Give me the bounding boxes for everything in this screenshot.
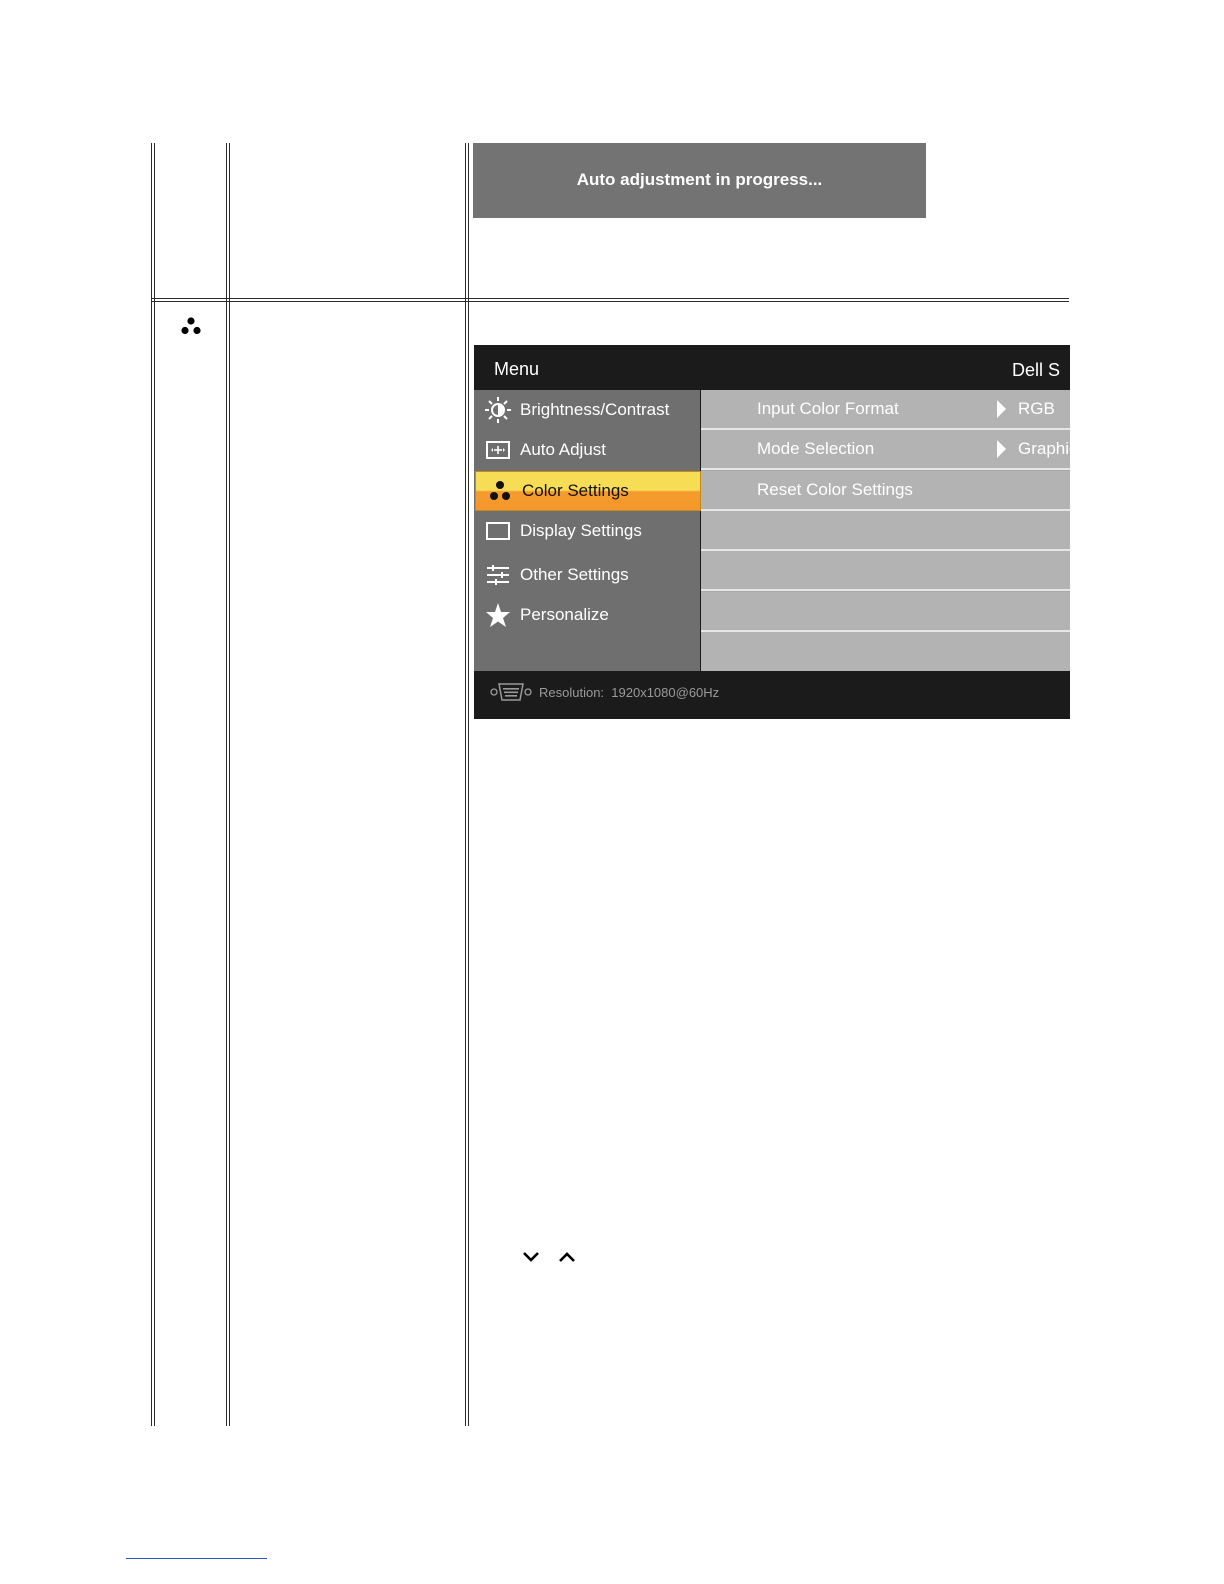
brightness-icon bbox=[484, 396, 512, 424]
menu-item-label: Color Settings bbox=[522, 481, 629, 500]
chevron-up-icon bbox=[558, 1250, 576, 1269]
submenu-row-mode-selection[interactable] bbox=[701, 430, 1078, 470]
menu-item-other-settings[interactable] bbox=[474, 555, 700, 595]
menu-item-label: Display Settings bbox=[520, 521, 642, 540]
osd-menu bbox=[474, 345, 1078, 719]
submenu-label: Mode Selection bbox=[757, 439, 875, 458]
menu-item-auto-adjust[interactable] bbox=[474, 430, 700, 470]
submenu-row-empty bbox=[701, 511, 1070, 551]
star-icon bbox=[484, 601, 512, 629]
menu-item-label: Auto Adjust bbox=[520, 440, 607, 459]
auto-adjust-icon bbox=[484, 436, 512, 464]
submenu-row-reset-color-settings[interactable] bbox=[701, 471, 1070, 511]
chevron-down-icon bbox=[522, 1250, 540, 1269]
submenu-row-empty bbox=[701, 592, 1070, 632]
resolution-value: 1920x1080@60Hz bbox=[611, 685, 720, 700]
footer-link[interactable] bbox=[126, 1558, 267, 1559]
menu-item-label: Other Settings bbox=[520, 565, 629, 584]
menu-item-personalize[interactable] bbox=[474, 595, 700, 635]
triangle-right-icon bbox=[997, 400, 1006, 418]
display-settings-icon bbox=[484, 517, 512, 545]
submenu-row-input-color-format[interactable] bbox=[701, 390, 1070, 430]
auto-adjust-message: Auto adjustment in progress... bbox=[576, 169, 823, 189]
resolution-label: Resolution: bbox=[539, 685, 605, 700]
menu-item-label: Brightness/Contrast bbox=[520, 400, 670, 419]
submenu-row-empty bbox=[701, 551, 1070, 591]
other-settings-icon bbox=[484, 561, 512, 589]
submenu-value: RGB bbox=[1018, 399, 1055, 418]
menu-item-brightness-contrast[interactable] bbox=[474, 390, 700, 430]
submenu-label: Reset Color Settings bbox=[757, 480, 913, 499]
osd-title: Menu bbox=[494, 359, 540, 379]
vga-connector-icon bbox=[490, 682, 532, 707]
resolution-text bbox=[539, 685, 719, 700]
submenu-row-empty bbox=[701, 632, 1070, 671]
color-settings-icon bbox=[486, 477, 514, 505]
color-settings-icon bbox=[180, 316, 202, 341]
menu-item-display-settings[interactable] bbox=[474, 511, 700, 551]
triangle-right-icon bbox=[997, 440, 1006, 458]
menu-item-color-settings[interactable] bbox=[475, 471, 701, 511]
osd-main-menu bbox=[474, 390, 700, 671]
osd-submenu bbox=[701, 390, 1078, 671]
submenu-value: Graphic bbox=[1018, 439, 1078, 458]
osd-model: Dell S bbox=[1012, 360, 1061, 380]
auto-adjust-banner bbox=[473, 143, 926, 218]
menu-item-label: Personalize bbox=[520, 605, 609, 624]
osd-footer bbox=[474, 671, 1070, 719]
submenu-label: Input Color Format bbox=[757, 399, 899, 418]
